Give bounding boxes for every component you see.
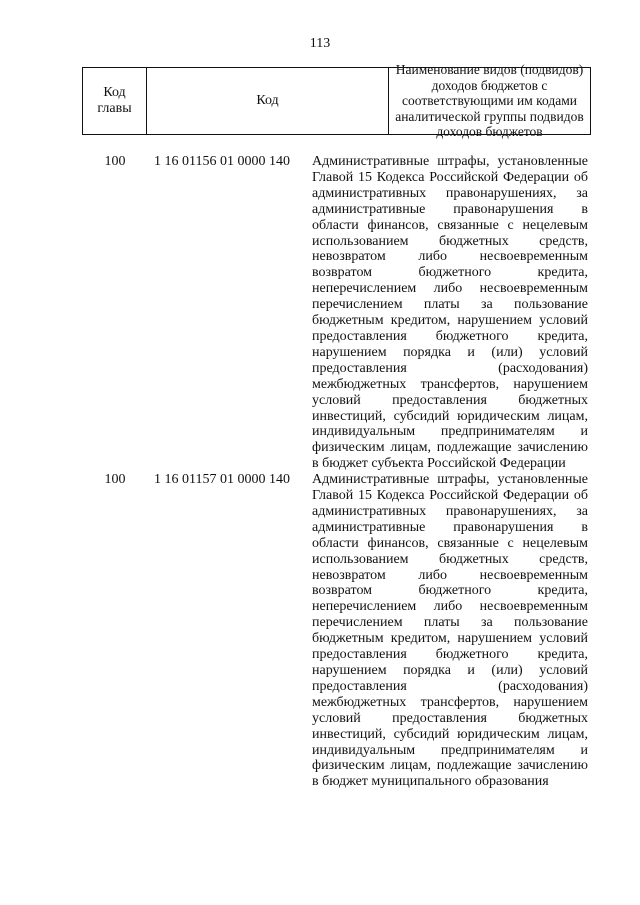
row-chapter-code: 100 bbox=[104, 472, 126, 488]
row-chapter-code: 100 bbox=[104, 154, 126, 169]
header-chapter-code: Код главы bbox=[83, 68, 147, 134]
header-code: Код bbox=[147, 68, 389, 134]
table-header bbox=[82, 62, 591, 140]
row-code: 1 16 01156 01 0000 140 bbox=[154, 154, 290, 169]
row-code: 1 16 01157 01 0000 140 bbox=[154, 472, 290, 488]
page-number: 113 bbox=[309, 36, 331, 51]
table-row bbox=[0, 472, 640, 790]
row-name: Административные штрафы, установленные Главой 15 Кодекса Российской Федерации об административных правонарушениях, за административные правонарушения в области финансов, связанные с нецелевым использованием бюджетных средств, невозвратом либо несвоевременным возвратом бюджетного кредита, неперечислением либо несвоевременным перечислением платы за пользование бюджетным кредитом, нарушением условий предоставления бюджетного кредита, нарушением порядка и (или) условий предоставления (расходования) межбюджетных трансфертов, нарушением условий предоставления бюджетных инвестиций, субсидий юридическим лицам, индивидуальным предпринимателям и физическим лицам, подлежащие зачислению в бюджет муниципального образования bbox=[312, 472, 588, 790]
header-name: Наименование видов (подвидов) доходов бюджетов с соответствующими им кодами аналитической группы подвидов доходов бюджетов bbox=[395, 62, 584, 140]
row-name: Административные штрафы, установленные Главой 15 Кодекса Российской Федерации об административных правонарушениях, за административные правонарушения в области финансов, связанные с нецелевым использованием бюджетных средств, невозвратом либо несвоевременным возвратом бюджетного кредита, неперечислением либо несвоевременным перечислением платы за пользование бюджетным кредитом, нарушением условий предоставления бюджетного кредита, нарушением порядка и (или) условий предоставления (расходования) межбюджетных трансфертов, нарушением условий предоставления бюджетных инвестиций, субсидий юридическим лицам, индивидуальным предпринимателям и физическим лицам, подлежащие зачислению в бюджет субъекта Российской Федерации bbox=[312, 154, 588, 472]
table-body bbox=[0, 154, 640, 790]
table-row bbox=[0, 154, 640, 472]
